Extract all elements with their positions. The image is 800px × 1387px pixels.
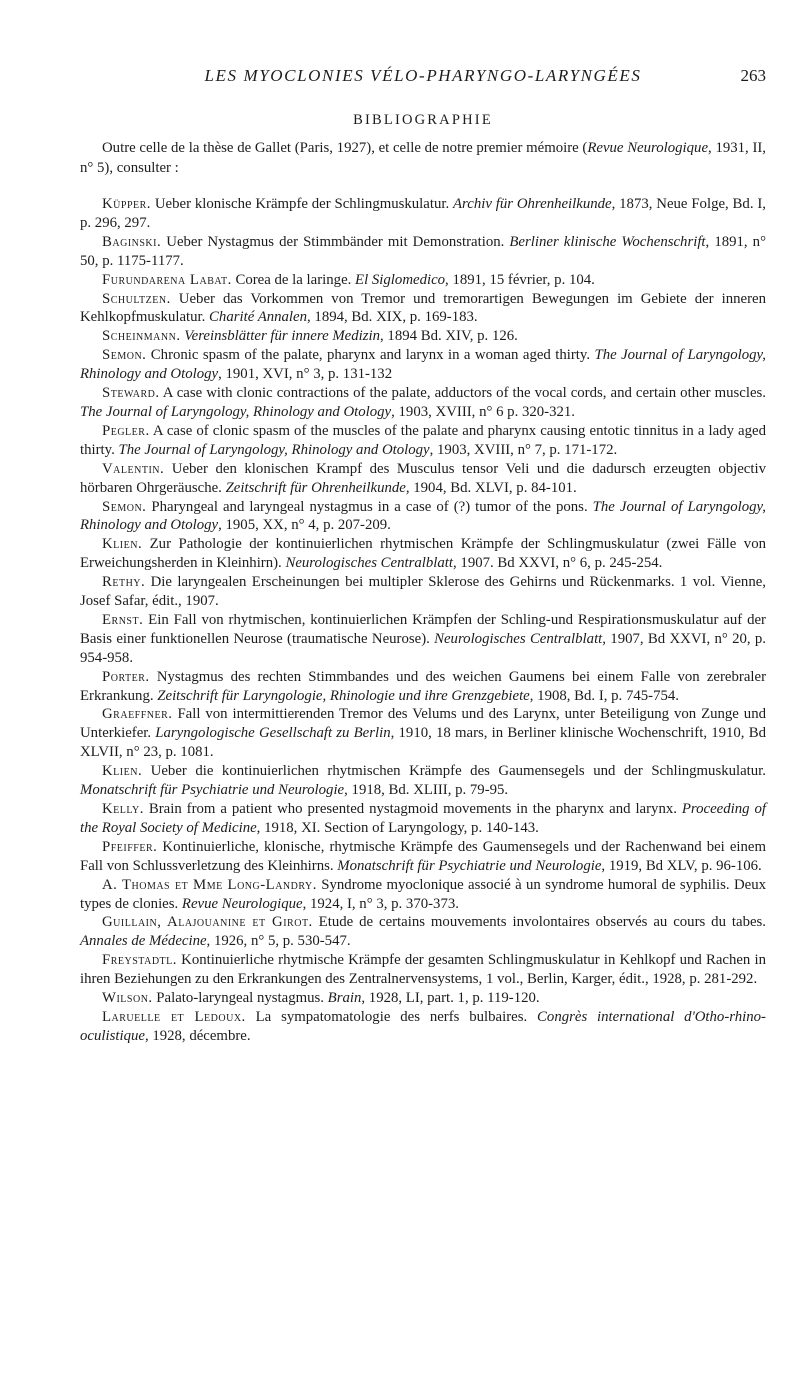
reference-entry: [80, 573, 766, 611]
reference-source: Revue Neurologique: [181, 895, 303, 912]
reference-text: A case with clonic contractions of the palate, adductors of the vocal cords, and certain other muscles.: [159, 385, 766, 402]
reference-author: Klien.: [102, 536, 143, 553]
reference-details: , 1873, Neue Folge, Bd. I, p. 296, 297.: [80, 196, 766, 231]
reference-text: Brain from a patient who presented nystagmoid movements in the pharynx and larynx.: [143, 801, 682, 817]
reference-details: , 1903, XVIII, n° 7, p. 171-172.: [429, 441, 618, 458]
reference-author: Laruelle et Ledoux.: [102, 1008, 246, 1025]
reference-source: Laryngologische Gesellschaft zu Berlin: [155, 725, 391, 742]
reference-author: Schultzen.: [102, 290, 171, 307]
reference-author: Baginski.: [102, 233, 162, 250]
reference-details: , 1910, 18 mars, in Berliner klinische Wochenschrift, 1910, Bd XLVII, n° 23, p. 1081.: [80, 725, 766, 761]
reference-source: Charité Annalen: [209, 309, 308, 326]
reference-source: Zeitschrift für Ohrenheilkunde: [225, 479, 406, 496]
document-page: [80, 66, 766, 1046]
reference-source: Neurologisches Centralblatt: [434, 630, 603, 647]
reference-entry: [80, 876, 766, 914]
reference-text: Ein Fall von rhytmischen, kontinuierlichen Krämpfen der Schling-und Respirationsmuskulatur auf der Basis einer funktionellen Neurose (traumatische Neurose).: [80, 611, 766, 647]
reference-entry: [80, 611, 766, 668]
reference-author: Graeffner.: [102, 706, 173, 723]
reference-entry: [80, 951, 766, 989]
reference-entry: [80, 290, 766, 328]
reference-entry: [80, 384, 766, 422]
reference-entry: [80, 800, 766, 838]
reference-details: , 1928, décembre.: [144, 1027, 251, 1044]
reference-text: Syndrome myoclonique associé à un syndrome humoral de syphilis. Deux types de clonies.: [80, 876, 766, 912]
reference-source: Berliner klinische Wochenschrift: [509, 233, 706, 250]
reference-entry: [80, 327, 766, 346]
reference-source: Proceeding of the Royal Society of Medicine: [80, 801, 766, 836]
reference-author: Semon.: [102, 347, 147, 364]
reference-text: Etude de certains mouvements involontaires observés au cours du tabes.: [312, 914, 766, 931]
reference-author: Valentin.: [102, 460, 165, 477]
reference-entry: [80, 195, 766, 233]
reference-text: La sympatomatologie des nerfs bulbaires.: [245, 1008, 538, 1025]
reference-text: Ueber klonische Krämpfe der Schlingmuskulatur.: [151, 196, 454, 212]
reference-source: Annales de Médecine: [80, 933, 207, 950]
reference-source: El Siglomedico: [355, 271, 446, 288]
reference-entry: [80, 422, 766, 460]
reference-source: The Journal of Laryngology, Rhinology and Otology: [80, 498, 766, 534]
reference-entry: [80, 271, 766, 290]
intro-paragraph: [80, 139, 766, 178]
reference-entry: [80, 989, 766, 1008]
reference-details: , 1894, Bd. XIX, p. 169-183.: [307, 309, 478, 326]
reference-entry: [80, 233, 766, 271]
reference-entry: [80, 913, 766, 951]
reference-source: The Journal of Laryngology, Rhinology and Otology: [80, 347, 766, 383]
reference-text: A case of clonic spasm of the muscles of the palate and pharynx causing entotic tinnitus in a lady aged thirty.: [80, 422, 766, 458]
reference-author: Pfeiffer.: [102, 838, 158, 855]
reference-entry: [80, 668, 766, 706]
reference-details: , 1891, n° 50, p. 1175-1177.: [80, 233, 766, 269]
reference-text: Kontinuierliche, klonische, rhytmische Krämpfe des Gaumensegels und der Rachenwand bei einem Fall von Schlussverletzung des Kleinhirns.: [80, 838, 766, 874]
reference-author: Furundarena Labat.: [102, 271, 232, 288]
reference-text: Chronic spasm of the palate, pharynx and larynx in a woman aged thirty.: [146, 347, 595, 364]
reference-details: , 1905, XX, n° 4, p. 207-209.: [218, 517, 391, 534]
reference-text: Ueber das Vorkommen von Tremor und tremorartigen Bewegungen im Gebiete der inneren Kehlkopfmuskulatur.: [80, 290, 766, 326]
reference-author: Wilson.: [102, 990, 153, 1007]
reference-text: Die laryngealen Erscheinungen bei multipler Sklerose des Gehirns und Rückenmarks. 1 vol. Vienne, Josef Safar, édit., 1907.: [80, 574, 766, 610]
reference-author: Pegler.: [102, 422, 150, 439]
reference-details: , 1907. Bd XXVI, n° 6, p. 245-254.: [453, 555, 663, 572]
reference-details: , 1894 Bd. XIV, p. 126.: [380, 328, 518, 345]
reference-source: Neurologisches Centralblatt: [285, 555, 454, 572]
reference-details: , 1907, Bd XXVI, n° 20, p. 954-958.: [80, 630, 766, 666]
reference-details: , 1901, XVI, n° 3, p. 131-132: [218, 366, 393, 383]
reference-text: Ueber den klonischen Krampf des Musculus tensor Veli und die dadursch erzeugten objectiv hörbaren Ohrgeräusche.: [80, 460, 766, 496]
reference-text: Ueber die kontinuierlichen rhytmischen Krämpfe des Gaumensegels und der Schlingmuskulatur.: [142, 763, 766, 780]
running-title: LES MYOCLONIES VÉLO-PHARYNGO-LARYNGÉES: [204, 66, 642, 85]
reference-text: Fall von intermittierenden Tremor des Velums und des Larynx, unter Beteiligung von Zunge und Unterkiefer.: [80, 706, 766, 742]
reference-author: Scheinmann.: [102, 328, 181, 345]
reference-details: , 1924, I, n° 3, p. 370-373.: [302, 895, 459, 912]
reference-details: , 1926, n° 5, p. 530-547.: [206, 933, 351, 950]
reference-text: Pharyngeal and laryngeal nystagmus in a case of (?) tumor of the pons.: [146, 498, 593, 515]
reference-text: Ueber Nystagmus der Stimmbänder mit Demonstration.: [161, 233, 510, 250]
reference-author: Freystadtl.: [102, 952, 177, 969]
reference-entry: [80, 460, 766, 498]
reference-details: , 1908, Bd. I, p. 745-754.: [529, 687, 679, 704]
reference-details: , 1918, XI. Section of Laryngology, p. 140-143.: [256, 819, 539, 836]
reference-entry: [80, 838, 766, 876]
reference-entry: [80, 705, 766, 762]
reference-source: Monatschrift für Psychiatrie und Neurologie: [80, 782, 345, 799]
reference-entry: [80, 535, 766, 573]
reference-text: Palato-laryngeal nystagmus.: [152, 990, 328, 1007]
reference-author: Klien.: [102, 763, 143, 780]
page-number: 263: [740, 66, 766, 85]
reference-source: Congrès international d'Otho-rhino-oculistique: [80, 1008, 766, 1044]
reference-text: Kontinuierliche rhytmische Krämpfe der gesamten Schlingmuskulatur in Kehlkopf und Rachen in ihren Beziehungen zu den Erkrankungen des Zentralnervensystems, 1 vol., Berlin, Karger, édit., 1928, p. 281-292.: [80, 952, 766, 988]
reference-source: Archiv für Ohrenheilkunde: [453, 196, 612, 212]
reference-source: Brain: [327, 990, 362, 1007]
reference-author: Kelly.: [102, 801, 144, 817]
reference-details: , 1903, XVIII, n° 6 p. 320-321.: [391, 403, 575, 420]
reference-author: Guillain, Alajouanine et Girot.: [102, 914, 313, 931]
reference-source: Vereinsblätter für innere Medizin: [184, 328, 381, 345]
reference-author: Rethy.: [102, 574, 146, 591]
reference-author: Semon.: [102, 498, 147, 515]
reference-author: Ernst.: [102, 611, 144, 628]
page-header: [80, 66, 766, 94]
reference-source: The Journal of Laryngology, Rhinology and Otology: [80, 403, 392, 420]
reference-source: Monatschrift für Psychiatrie und Neurologie: [337, 857, 602, 874]
reference-details: , 1918, Bd. XLIII, p. 79-95.: [344, 782, 509, 799]
reference-text: Nystagmus des rechten Stimmbandes und des weichen Gaumens bei einem Falle von zerebraler Erkrankung.: [80, 668, 766, 704]
reference-author: A. Thomas et Mme Long-Landry.: [102, 876, 317, 893]
reference-author: Küpper.: [102, 196, 152, 212]
reference-entry: [80, 1008, 766, 1046]
intro-text-after: , 1931, II, n° 5), consulter :: [80, 140, 766, 176]
reference-details: , 1919, Bd XLV, p. 96-106.: [601, 857, 762, 874]
intro-source: Revue Neurologique: [587, 140, 709, 156]
reference-entry: [80, 762, 766, 800]
reference-details: , 1904, Bd. XLVI, p. 84-101.: [405, 479, 577, 496]
intro-text-before: Outre celle de la thèse de Gallet (Paris, 1927), et celle de notre premier mémoire (: [102, 140, 588, 156]
reference-entry: [80, 346, 766, 384]
reference-details: , 1928, LI, part. 1, p. 119-120.: [361, 990, 540, 1007]
reference-source: The Journal of Laryngology, Rhinology and Otology: [118, 441, 430, 458]
reference-text: Corea de la laringe.: [231, 271, 356, 288]
reference-entry: [80, 498, 766, 536]
reference-list: [80, 195, 766, 1046]
reference-text: Zur Pathologie der kontinuierlichen rhytmischen Krämpfe der Schlingmuskulatur (zwei Fälle von Erweichungsherden in Kleinhirn).: [80, 536, 766, 572]
reference-source: Zeitschrift für Laryngologie, Rhinologie und ihre Grenzgebiete: [157, 687, 530, 704]
reference-author: Steward.: [102, 385, 160, 402]
section-title: BIBLIOGRAPHIE: [353, 112, 493, 128]
reference-details: , 1891, 15 février, p. 104.: [445, 271, 595, 288]
reference-author: Porter.: [102, 668, 150, 685]
